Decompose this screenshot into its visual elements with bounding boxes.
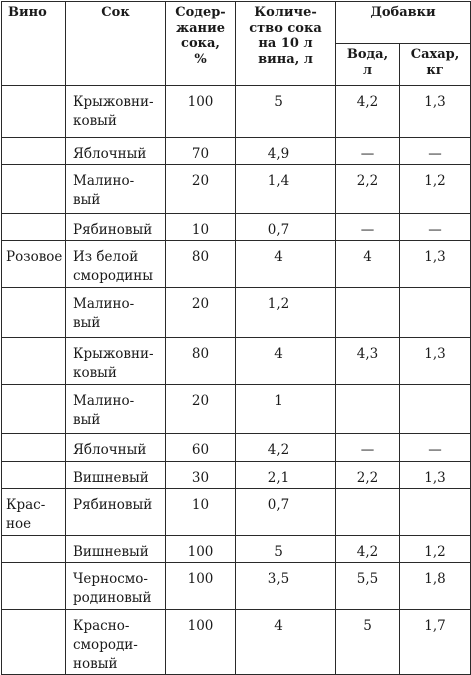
- table-row: [2, 138, 471, 165]
- cell-juice-text: Рябиновый: [73, 497, 153, 513]
- header-additives: Добавки: [336, 2, 471, 44]
- cell-sugar: [400, 489, 471, 536]
- cell-sugar: [400, 338, 471, 385]
- cell-water: [336, 434, 400, 462]
- cell-content-text: 80: [191, 249, 210, 265]
- cell-sugar-text: —: [428, 146, 442, 162]
- cell-wine: [2, 288, 66, 338]
- cell-content: [166, 563, 236, 610]
- cell-amount: [236, 338, 336, 385]
- cell-amount: [236, 610, 336, 675]
- cell-amount: [236, 214, 336, 241]
- cell-juice-text: Яблочный: [73, 442, 147, 458]
- cell-content: [166, 462, 236, 489]
- cell-sugar: [400, 536, 471, 563]
- cell-juice-text: Крыжовни- ковый: [73, 94, 154, 129]
- cell-amount-text: 5: [274, 94, 283, 110]
- cell-sugar: [400, 138, 471, 165]
- cell-sugar-text: 1,2: [424, 544, 446, 560]
- cell-juice-text: Малино- вый: [73, 173, 135, 208]
- table-row: [2, 241, 471, 288]
- cell-content: [166, 214, 236, 241]
- cell-sugar-text: 1,2: [424, 173, 446, 189]
- cell-sugar: [400, 610, 471, 675]
- cell-content: [166, 385, 236, 434]
- cell-juice-text: Малино- вый: [73, 296, 135, 331]
- cell-content-text: 80: [191, 346, 210, 362]
- cell-amount-text: 5: [274, 544, 283, 560]
- header-juice-amount: Количе- ство сока на 10 л вина, л: [236, 2, 336, 86]
- cell-water-text: 5,5: [356, 571, 379, 587]
- cell-amount: [236, 138, 336, 165]
- table-row: [2, 462, 471, 489]
- cell-water: [336, 338, 400, 385]
- cell-juice: [66, 241, 166, 288]
- cell-wine: [2, 138, 66, 165]
- cell-sugar-text: 1,3: [424, 94, 446, 110]
- cell-juice-text: Вишневый: [73, 470, 149, 486]
- cell-amount-text: 3,5: [267, 571, 290, 587]
- cell-content-text: 30: [191, 470, 210, 486]
- cell-juice: [66, 610, 166, 675]
- cell-wine: [2, 214, 66, 241]
- cell-wine: [2, 536, 66, 563]
- cell-wine-text: Розовое: [6, 249, 63, 265]
- cell-juice: [66, 489, 166, 536]
- cell-content-text: 20: [191, 173, 210, 189]
- header-water: Вода, л: [336, 44, 400, 86]
- cell-amount-text: 4: [274, 346, 283, 362]
- cell-water-text: 2,2: [356, 470, 379, 486]
- cell-amount: [236, 165, 336, 214]
- cell-amount: [236, 86, 336, 138]
- cell-juice: [66, 86, 166, 138]
- cell-content-text: 20: [191, 296, 210, 312]
- cell-wine: [2, 462, 66, 489]
- cell-juice-text: Черносмо- родиновый: [73, 571, 152, 606]
- cell-amount: [236, 462, 336, 489]
- cell-water-text: 2,2: [356, 173, 379, 189]
- cell-juice: [66, 338, 166, 385]
- cell-amount-text: 1,4: [267, 173, 290, 189]
- cell-water: [336, 214, 400, 241]
- cell-content-text: 10: [191, 222, 210, 238]
- cell-water-text: 4,2: [356, 544, 379, 560]
- cell-sugar: [400, 165, 471, 214]
- cell-juice: [66, 165, 166, 214]
- cell-content-text: 100: [187, 571, 214, 587]
- cell-juice-text: Крыжовни- ковый: [73, 346, 154, 381]
- cell-content: [166, 338, 236, 385]
- cell-amount: [236, 536, 336, 563]
- cell-wine: [2, 385, 66, 434]
- cell-content: [166, 489, 236, 536]
- table-row: [2, 86, 471, 138]
- cell-amount-text: 4: [274, 618, 283, 634]
- cell-juice: [66, 563, 166, 610]
- cell-juice-text: Малино- вый: [73, 393, 135, 428]
- table-row: [2, 536, 471, 563]
- cell-water-text: —: [360, 442, 375, 458]
- cell-wine: [2, 610, 66, 675]
- cell-amount-text: 1: [274, 393, 283, 409]
- cell-juice-text: Красно- смороди- новый: [73, 618, 138, 672]
- cell-sugar: [400, 434, 471, 462]
- cell-water: [336, 385, 400, 434]
- table-row: [2, 610, 471, 675]
- header-wine: Вино: [2, 2, 66, 86]
- cell-juice: [66, 434, 166, 462]
- cell-content: [166, 241, 236, 288]
- cell-wine: [2, 338, 66, 385]
- cell-sugar-text: —: [428, 442, 442, 458]
- cell-content-text: 60: [191, 442, 210, 458]
- cell-juice: [66, 385, 166, 434]
- table-row: [2, 338, 471, 385]
- cell-water: [336, 563, 400, 610]
- cell-juice: [66, 536, 166, 563]
- cell-sugar-text: 1,7: [424, 618, 446, 634]
- header-juice-content: Содер- жание сока, %: [166, 2, 236, 86]
- table-row: [2, 214, 471, 241]
- cell-water-text: 4,3: [356, 346, 379, 362]
- header-juice: Сок: [66, 2, 166, 86]
- table-row: [2, 288, 471, 338]
- cell-sugar: [400, 241, 471, 288]
- cell-juice: [66, 138, 166, 165]
- cell-amount-text: 4,9: [267, 146, 290, 162]
- cell-amount: [236, 288, 336, 338]
- cell-juice-text: Вишневый: [73, 544, 149, 560]
- cell-wine: [2, 86, 66, 138]
- cell-amount: [236, 434, 336, 462]
- cell-juice: [66, 214, 166, 241]
- cell-water: [336, 288, 400, 338]
- cell-juice: [66, 462, 166, 489]
- cell-sugar: [400, 214, 471, 241]
- cell-sugar: [400, 288, 471, 338]
- cell-amount-text: 2,1: [267, 470, 290, 486]
- header-sugar: Сахар, кг: [400, 44, 471, 86]
- cell-content-text: 100: [187, 544, 214, 560]
- cell-sugar-text: 1,3: [424, 470, 446, 486]
- cell-amount-text: 4,2: [267, 442, 290, 458]
- cell-content-text: 100: [187, 94, 214, 110]
- table-row: [2, 385, 471, 434]
- cell-water: [336, 165, 400, 214]
- cell-content-text: 10: [191, 497, 210, 513]
- cell-content-text: 70: [191, 146, 210, 162]
- cell-content: [166, 536, 236, 563]
- cell-content: [166, 434, 236, 462]
- table-row: [2, 165, 471, 214]
- cell-sugar: [400, 86, 471, 138]
- wine-juice-table: [1, 1, 471, 675]
- cell-juice: [66, 288, 166, 338]
- cell-sugar: [400, 563, 471, 610]
- cell-water-text: 5: [363, 618, 372, 634]
- cell-amount-text: 1,2: [267, 296, 290, 312]
- cell-wine: [2, 489, 66, 536]
- cell-water: [336, 86, 400, 138]
- cell-content-text: 20: [191, 393, 210, 409]
- cell-amount-text: 0,7: [267, 497, 290, 513]
- cell-water-text: 4: [363, 249, 372, 265]
- cell-content: [166, 165, 236, 214]
- table-row: [2, 434, 471, 462]
- cell-water-text: —: [360, 146, 375, 162]
- cell-sugar: [400, 385, 471, 434]
- cell-amount: [236, 563, 336, 610]
- cell-water-text: —: [360, 222, 375, 238]
- cell-amount-text: 4: [274, 249, 283, 265]
- cell-juice-text: Рябиновый: [73, 222, 153, 238]
- cell-wine: [2, 563, 66, 610]
- cell-amount: [236, 489, 336, 536]
- cell-content: [166, 86, 236, 138]
- cell-wine-text: Крас- ное: [6, 497, 46, 532]
- cell-water-text: 4,2: [356, 94, 379, 110]
- cell-content-text: 100: [187, 618, 214, 634]
- cell-water: [336, 241, 400, 288]
- table-row: [2, 489, 471, 536]
- cell-water: [336, 138, 400, 165]
- cell-content: [166, 138, 236, 165]
- cell-wine: [2, 165, 66, 214]
- cell-juice-text: Яблочный: [73, 146, 147, 162]
- cell-content: [166, 610, 236, 675]
- cell-amount: [236, 241, 336, 288]
- cell-sugar-text: 1,3: [424, 346, 446, 362]
- table-row: [2, 563, 471, 610]
- cell-amount: [236, 385, 336, 434]
- cell-sugar-text: 1,8: [424, 571, 446, 587]
- cell-water: [336, 462, 400, 489]
- cell-water: [336, 610, 400, 675]
- cell-amount-text: 0,7: [267, 222, 290, 238]
- cell-juice-text: Из белой смородины: [73, 249, 154, 284]
- cell-sugar: [400, 462, 471, 489]
- cell-wine: [2, 241, 66, 288]
- cell-sugar-text: —: [428, 222, 442, 238]
- cell-sugar-text: 1,3: [424, 249, 446, 265]
- cell-wine: [2, 434, 66, 462]
- cell-water: [336, 536, 400, 563]
- cell-water: [336, 489, 400, 536]
- cell-content: [166, 288, 236, 338]
